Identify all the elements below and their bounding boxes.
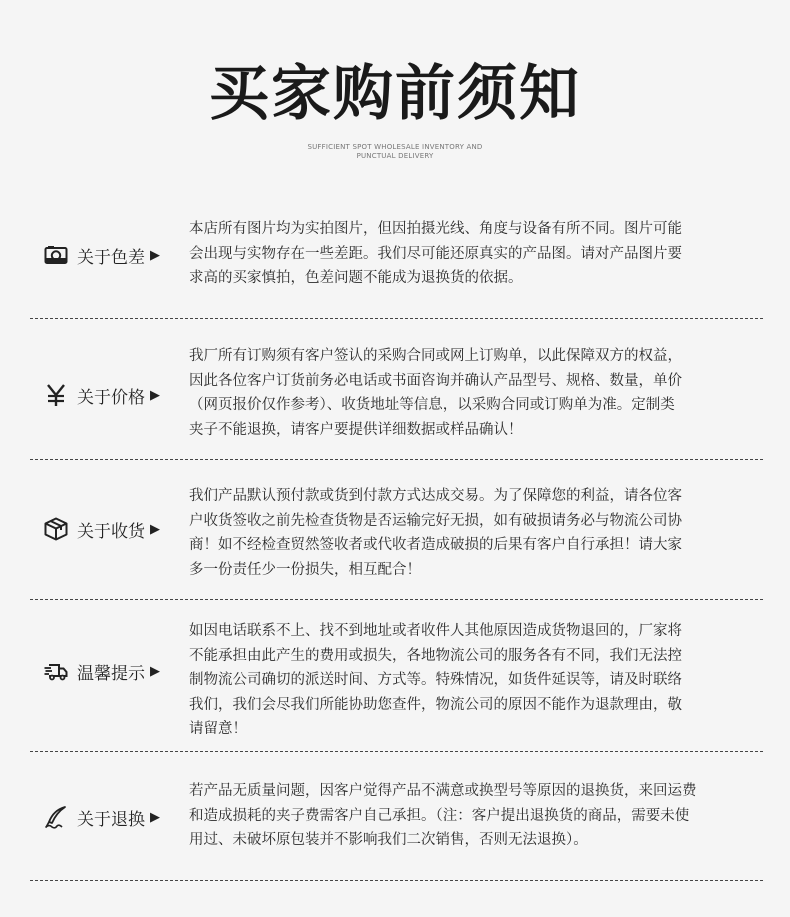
section-divider [30, 459, 763, 460]
section-text [189, 484, 749, 582]
section-divider [30, 599, 763, 600]
text-line: 多一份责任少一份损失，相互配合！ [189, 561, 421, 578]
section-text [189, 217, 749, 291]
section-label-text: 关于色差 [77, 247, 145, 268]
section-label [44, 802, 160, 832]
section-label [44, 240, 160, 270]
section-label [44, 656, 160, 686]
arrow-right-icon: ▶ [150, 663, 160, 679]
text-line: 求高的买家慎拍，色差问题不能成为退换货的依据。 [189, 270, 523, 286]
section-label [44, 380, 160, 410]
arrow-right-icon: ▶ [150, 521, 160, 537]
section-text [189, 619, 749, 742]
truck-icon [44, 659, 68, 683]
section-label-text: 关于退换 [77, 809, 145, 830]
section-label [44, 514, 160, 544]
pen-icon [44, 805, 68, 829]
camera-icon [44, 243, 68, 267]
page-title: 买家购前须知 [209, 59, 581, 129]
text-line: 本店所有图片均为实拍图片，但因拍摄光线、角度与设备有所不同。图片可能 [189, 221, 682, 237]
text-line: （网页报价仅作参考）、收货地址等信息，以采购合同或订购单为准。定制类 [189, 397, 675, 413]
text-line: 我们产品默认预付款或货到付款方式达成交易。为了保障您的利益，请各位客 [189, 488, 682, 504]
text-line: 会出现与实物存在一些差距。我们尽可能还原真实的产品图。请对产品图片要 [189, 245, 682, 262]
package-icon [44, 517, 68, 541]
section-label-text: 温馨提示 [77, 663, 145, 684]
text-line: 制物流公司确切的派送时间、方式等。特殊情况，如货件延误等，请及时联络 [189, 672, 682, 688]
text-line: 我们，我们会尽我们所能协助您查件，物流公司的原因不能作为退款理由，敬 [189, 696, 682, 713]
text-line: 户收货签收之前先检查货物是否运输完好无损，如有破损请务必与物流公司协 [189, 512, 682, 529]
section-text [189, 779, 749, 853]
section-divider [30, 880, 763, 881]
text-line: 和造成损耗的夹子费需客户自己承担。（注：客户提出退换货的商品，需要未使 [189, 807, 690, 824]
section-text [189, 344, 749, 442]
section-divider [30, 751, 763, 752]
text-line: 不能承担由此产生的费用或损失，各地物流公司的服务各有不同，我们无法控 [189, 647, 682, 664]
text-line: 请留意！ [189, 721, 247, 737]
text-line: 商！如不经检查贸然签收者或代收者造成破损的后果有客户自行承担！请大家 [189, 537, 682, 553]
text-line: 若产品无质量问题，因客户觉得产品不满意或换型号等原因的退换货，来回运费 [189, 783, 697, 799]
subtitle-line-2: PUNCTUAL DELIVERY [356, 152, 434, 160]
text-line: 我厂所有订购须有客户签认的采购合同或网上订购单，以此保障双方的权益， [189, 348, 682, 364]
arrow-right-icon: ▶ [150, 247, 160, 263]
subtitle-line-1: SUFFICIENT SPOT WHOLESALE INVENTORY AND [307, 143, 483, 151]
arrow-right-icon: ▶ [150, 809, 160, 825]
text-line: 如因电话联系不上、找不到地址或者收件人其他原因造成货物退回的，厂家将 [189, 623, 682, 639]
section-label-text: 关于价格 [77, 387, 145, 408]
section-label-text: 关于收货 [77, 521, 145, 542]
section-divider [30, 318, 763, 319]
yen-icon [44, 383, 68, 407]
page-subtitle [0, 143, 790, 161]
text-line: 因此各位客户订货前务必电话或书面咨询并确认产品型号、规格、数量，单价 [189, 372, 682, 389]
text-line: 用过、未破坏原包装并不影响我们二次销售，否则无法退换）。 [189, 832, 588, 848]
arrow-right-icon: ▶ [150, 387, 160, 403]
text-line: 夹子不能退换，请客户要提供详细数据或样品确认！ [189, 421, 523, 438]
